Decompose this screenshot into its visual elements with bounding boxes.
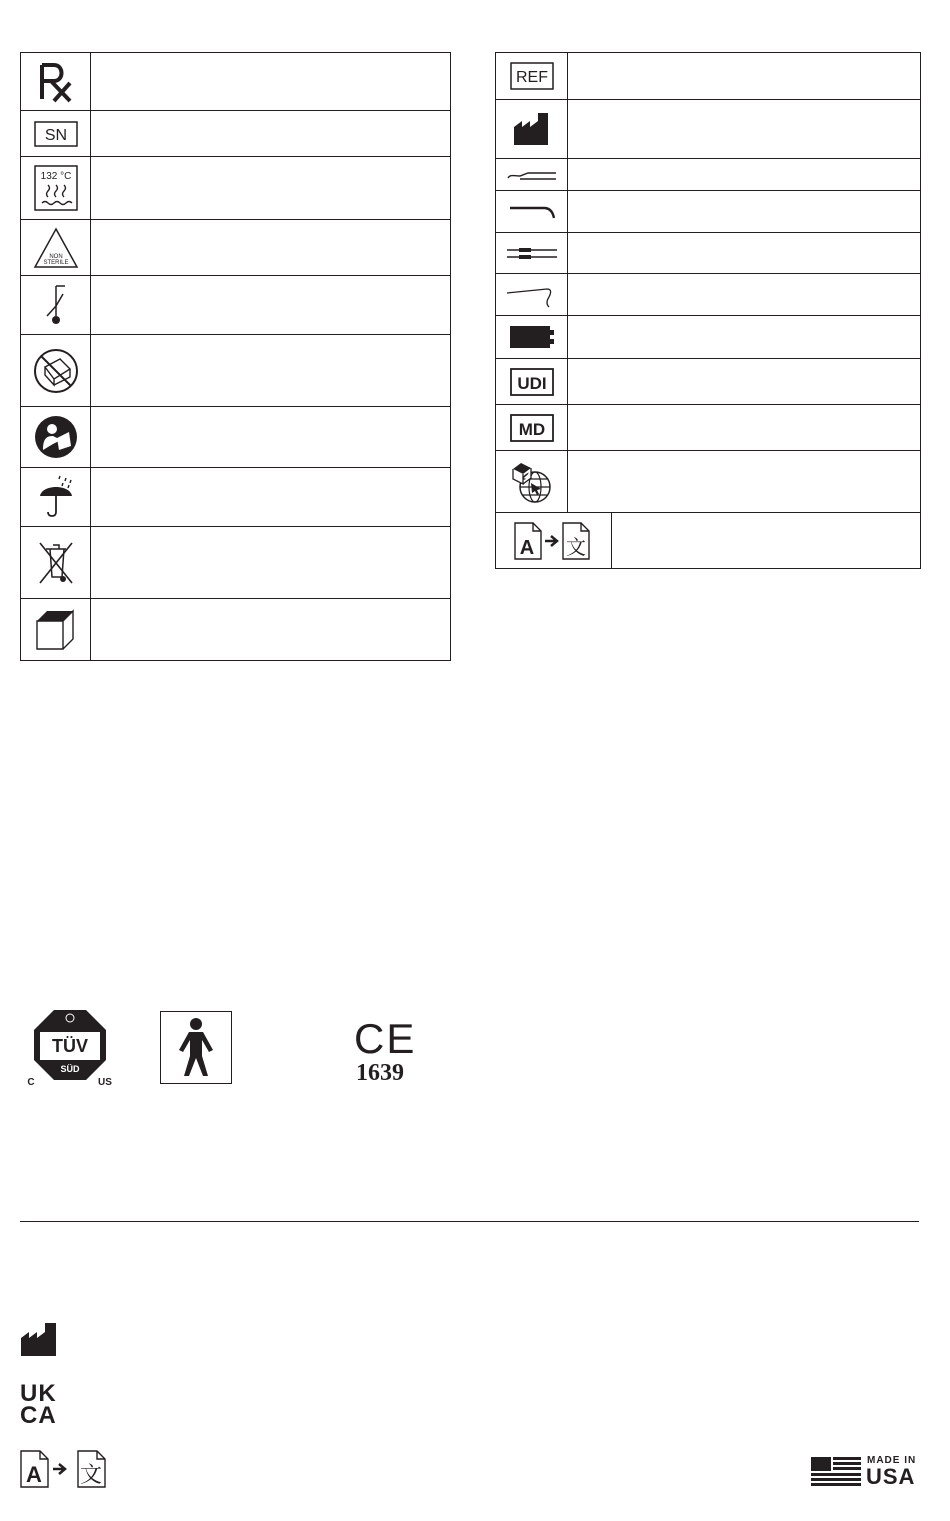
straight-probe-icon [496, 159, 568, 191]
symbol-row [21, 335, 451, 407]
symbol-description [91, 111, 451, 157]
unique-device-identifier-icon [496, 359, 568, 405]
importer-icon [496, 451, 568, 513]
symbol-row [496, 316, 921, 359]
translation-icon [496, 513, 612, 569]
symbol-description [568, 191, 921, 233]
symbol-description [91, 335, 451, 407]
ce-mark-label: CE [354, 1015, 417, 1062]
symbol-description [568, 359, 921, 405]
translation-icon [20, 1449, 108, 1489]
sn-label: SN [44, 126, 67, 144]
symbol-description [91, 468, 451, 527]
symbol-row [21, 407, 451, 468]
symbol-row [496, 159, 921, 191]
symbol-row [21, 276, 451, 335]
medical-device-icon [496, 405, 568, 451]
temperature-label: 132 °C [40, 171, 71, 182]
usa-label: USA [866, 1464, 916, 1489]
symbol-row [496, 100, 921, 159]
tuv-certification-mark [26, 1008, 114, 1088]
symbol-description [612, 513, 921, 569]
symbol-description [568, 53, 921, 100]
symbol-row [21, 157, 451, 220]
sterile-label: STERILE [42, 259, 69, 266]
symbols-table-right [495, 52, 921, 569]
udi-label: UDI [516, 373, 547, 393]
ukca-line1: UK [20, 1380, 57, 1407]
catalogue-number-icon [496, 53, 568, 100]
symbol-row [496, 451, 921, 513]
symbol-description [91, 407, 451, 468]
non-sterile-icon [21, 220, 91, 276]
dual-lead-cable-icon [496, 233, 568, 274]
symbol-description [91, 276, 451, 335]
manufacturer-icon [20, 1322, 58, 1357]
angled-probe-icon [496, 191, 568, 233]
symbol-row [21, 220, 451, 276]
tuv-label: TÜV [52, 1036, 88, 1056]
symbol-description [568, 159, 921, 191]
symbol-description [568, 316, 921, 359]
symbol-row [496, 513, 921, 569]
ukca-line2: CA [20, 1402, 57, 1429]
symbol-description [568, 451, 921, 513]
weee-disposal-icon [21, 527, 91, 599]
do-not-use-if-damaged-icon [21, 335, 91, 407]
symbol-row [21, 53, 451, 111]
symbol-description [91, 157, 451, 220]
tuv-c-label: C [27, 1077, 35, 1088]
symbol-description [91, 220, 451, 276]
type-b-applied-part-icon [160, 1011, 232, 1084]
temperature-limit-icon [21, 276, 91, 335]
symbol-row [496, 274, 921, 316]
keep-dry-icon [21, 468, 91, 527]
footer-translation-b: 文 [79, 1463, 103, 1488]
symbols-table-left [20, 52, 451, 661]
steam-sterilization-icon [21, 157, 91, 220]
md-label: MD [518, 419, 545, 439]
package-contents-icon [21, 599, 91, 661]
translation-a-label: A [519, 536, 534, 559]
ce-mark [352, 1015, 417, 1088]
symbol-description [568, 274, 921, 316]
symbol-description [568, 405, 921, 451]
translation-b-label: 文 [565, 534, 586, 559]
symbol-row [496, 53, 921, 100]
us-flag-icon [811, 1457, 861, 1487]
symbol-row [21, 468, 451, 527]
symbol-description [568, 100, 921, 159]
symbol-description [568, 233, 921, 274]
symbol-description [91, 599, 451, 661]
tuv-us-label: US [98, 1077, 112, 1088]
symbol-description [91, 527, 451, 599]
consult-instructions-icon [21, 407, 91, 468]
symbol-row [21, 111, 451, 157]
sud-label: SÜD [60, 1064, 80, 1074]
battery-icon [496, 316, 568, 359]
ce-notified-body-number: 1639 [356, 1060, 404, 1086]
symbol-row [21, 599, 451, 661]
symbol-row [21, 527, 451, 599]
symbol-row [496, 233, 921, 274]
section-divider [20, 1221, 919, 1222]
footer-translation-a: A [26, 1462, 42, 1487]
symbol-description [91, 53, 451, 111]
made-in-usa-badge [811, 1455, 921, 1489]
symbol-row [496, 191, 921, 233]
symbol-row [496, 405, 921, 451]
rx-prescription-icon [21, 53, 91, 111]
serial-number-icon [21, 111, 91, 157]
made-in-label: MADE IN [867, 1455, 917, 1466]
non-label: NON [48, 253, 63, 260]
ukca-mark [20, 1380, 64, 1430]
manufacturer-icon [496, 100, 568, 159]
symbol-row [496, 359, 921, 405]
flexible-wire-icon [496, 274, 568, 316]
ref-label: REF [515, 69, 548, 86]
